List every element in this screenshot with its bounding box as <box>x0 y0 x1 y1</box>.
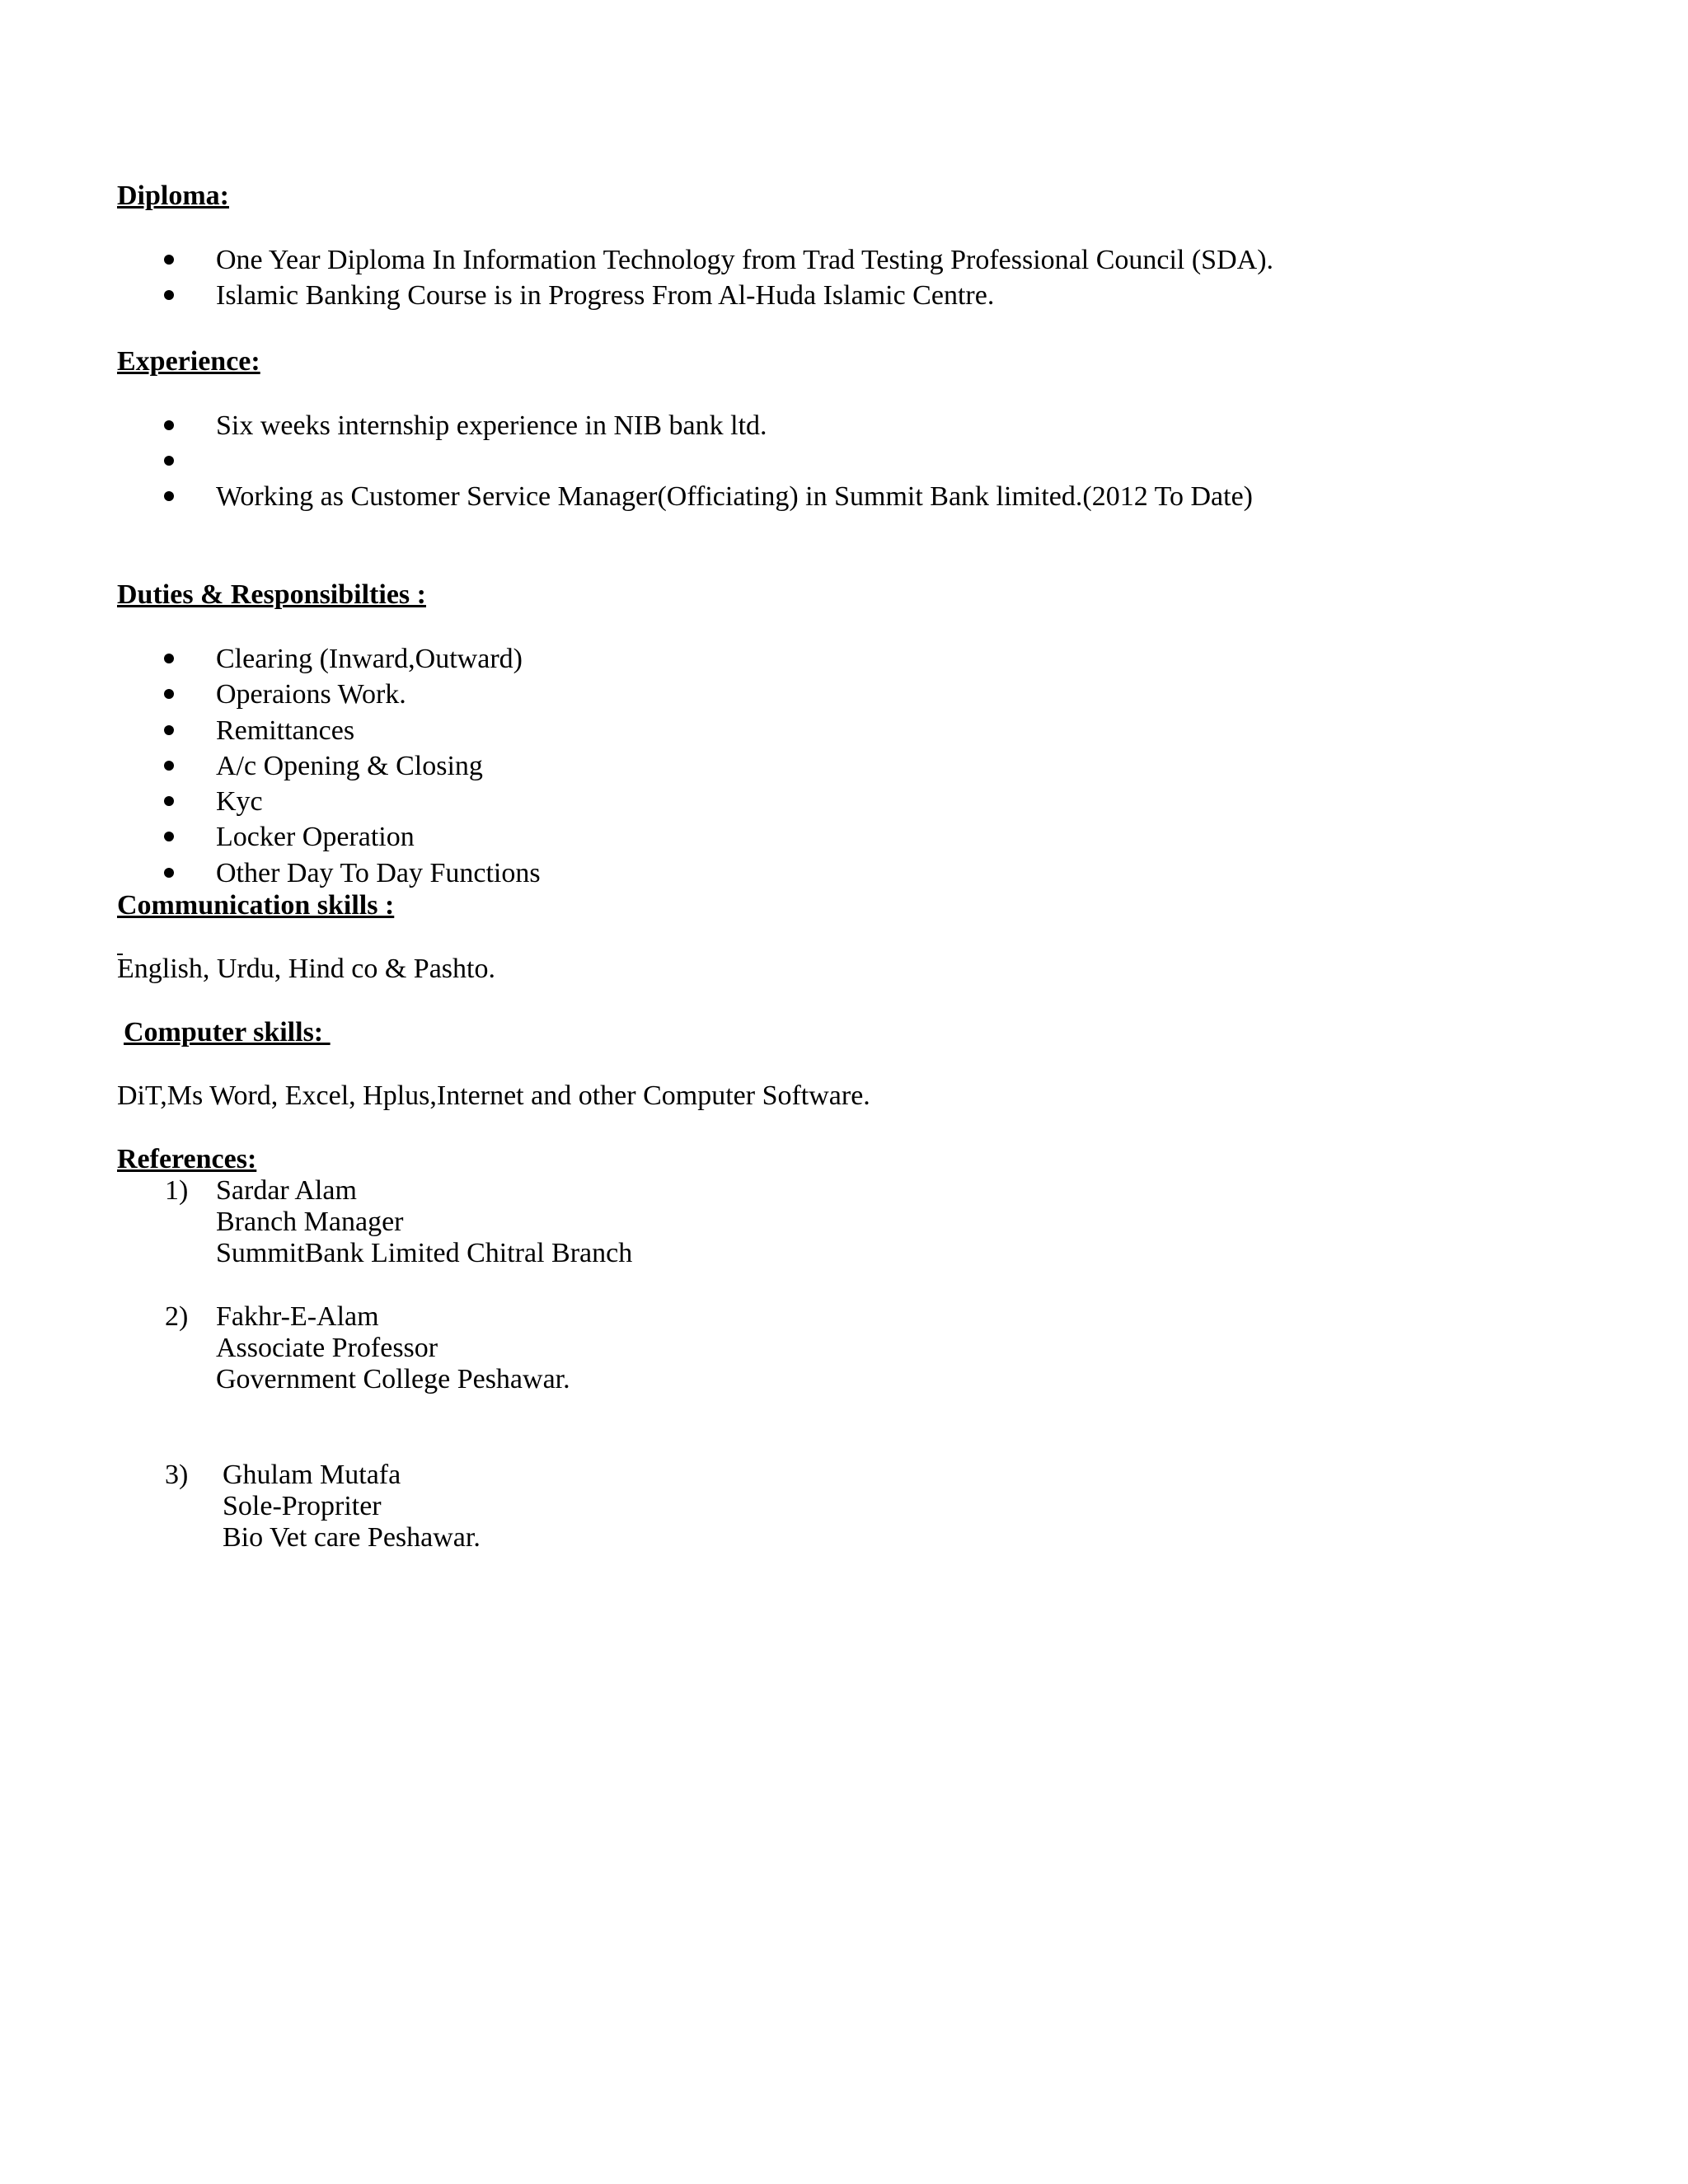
bullet-icon <box>164 832 174 841</box>
duties-item: Clearing (Inward,Outward) <box>216 644 523 674</box>
bullet-icon <box>164 491 174 501</box>
bullet-icon <box>164 420 174 430</box>
reference-organization: SummitBank Limited Chitral Branch <box>216 1238 633 1268</box>
bullet-icon <box>164 761 174 771</box>
experience-item: Working as Customer Service Manager(Officiating) in Summit Bank limited.(2012 To Date) <box>216 481 1253 512</box>
diploma-heading: Diploma: <box>117 180 229 211</box>
bullet-icon <box>164 868 174 878</box>
bullet-icon <box>164 725 174 735</box>
communication-heading: Communication skills : <box>117 890 395 921</box>
reference-number: 3) <box>165 1460 189 1490</box>
bullet-icon <box>164 689 174 699</box>
reference-organization: Government College Peshawar. <box>216 1364 570 1394</box>
duties-heading: Duties & Responsibilties : <box>117 579 426 610</box>
experience-heading: Experience: <box>117 346 260 377</box>
reference-name: Ghulam Mutafa <box>223 1460 401 1490</box>
diploma-item: Islamic Banking Course is in Progress From Al-Huda Islamic Centre. <box>216 280 995 311</box>
experience-item: Six weeks internship experience in NIB bank ltd. <box>216 410 767 441</box>
reference-title: Branch Manager <box>216 1207 404 1237</box>
reference-title: Associate Professor <box>216 1333 438 1363</box>
communication-text: English, Urdu, Hind co & Pashto. <box>117 954 495 984</box>
bullet-icon <box>164 654 174 663</box>
duties-item: Other Day To Day Functions <box>216 858 541 888</box>
duties-item: A/c Opening & Closing <box>216 751 483 781</box>
bullet-icon <box>164 456 174 466</box>
references-heading: References: <box>117 1144 257 1174</box>
bullet-icon <box>164 796 174 806</box>
bullet-icon <box>164 290 174 300</box>
reference-name: Fakhr-E-Alam <box>216 1301 379 1332</box>
reference-number: 1) <box>165 1175 189 1206</box>
reference-number: 2) <box>165 1301 189 1332</box>
diploma-item: One Year Diploma In Information Technology from Trad Testing Professional Council (SDA). <box>216 245 1274 275</box>
bullet-icon <box>164 255 174 265</box>
duties-item: Operaions Work. <box>216 679 406 710</box>
duties-item: Kyc <box>216 786 263 817</box>
reference-organization: Bio Vet care Peshawar. <box>223 1522 481 1553</box>
duties-item: Remittances <box>216 715 355 746</box>
computer-heading: Computer skills: <box>124 1017 331 1047</box>
reference-name: Sardar Alam <box>216 1175 357 1206</box>
reference-title: Sole-Propriter <box>223 1491 382 1521</box>
duties-item: Locker Operation <box>216 822 415 852</box>
computer-text: DiT,Ms Word, Excel, Hplus,Internet and other Computer Software. <box>117 1080 870 1111</box>
